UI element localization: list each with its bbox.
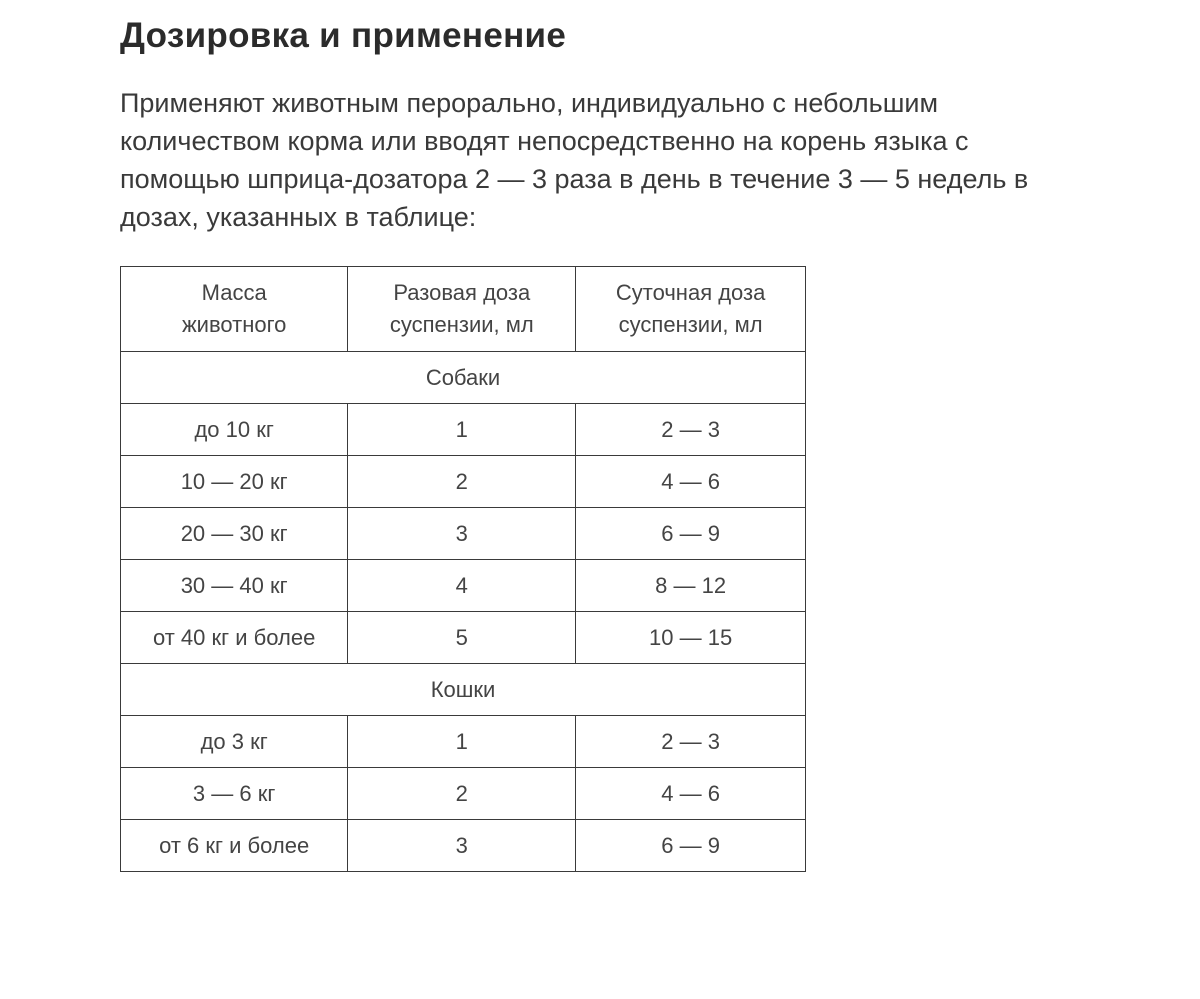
cell-single-dose: 3 <box>348 508 576 560</box>
cell-mass: 20 — 30 кг <box>121 508 348 560</box>
group-label-cats: Кошки <box>121 664 806 716</box>
header-mass-line2: животного <box>181 312 287 337</box>
cell-mass: 10 — 20 кг <box>121 456 348 508</box>
section-title: Дозировка и применение <box>120 16 567 55</box>
header-daily-dose <box>576 267 806 352</box>
cell-daily-dose: 2 — 3 <box>576 404 806 456</box>
cell-single-dose: 2 <box>348 768 576 820</box>
cell-daily-dose: 6 — 9 <box>576 820 806 872</box>
table-row <box>121 820 806 872</box>
table-row <box>121 560 806 612</box>
header-single-line1: Разовая доза <box>393 280 531 305</box>
cell-mass: 3 — 6 кг <box>121 768 348 820</box>
dosage-table <box>120 266 806 872</box>
group-label-dogs: Собаки <box>121 352 806 404</box>
table-row <box>121 404 806 456</box>
group-row-cats <box>121 664 806 716</box>
group-row-dogs <box>121 352 806 404</box>
table-row <box>121 716 806 768</box>
table-row <box>121 508 806 560</box>
cell-daily-dose: 8 — 12 <box>576 560 806 612</box>
cell-daily-dose: 2 — 3 <box>576 716 806 768</box>
cell-mass: 30 — 40 кг <box>121 560 348 612</box>
cell-daily-dose: 6 — 9 <box>576 508 806 560</box>
header-mass <box>121 267 348 352</box>
header-daily-line1: Суточная доза <box>615 280 766 305</box>
cell-single-dose: 5 <box>348 612 576 664</box>
cell-single-dose: 4 <box>348 560 576 612</box>
header-mass-line1: Масса <box>201 280 267 305</box>
table-header-row <box>121 267 806 352</box>
article <box>120 0 1120 858</box>
cell-daily-dose: 4 — 6 <box>576 768 806 820</box>
cell-single-dose: 1 <box>348 716 576 768</box>
cell-mass: до 3 кг <box>121 716 348 768</box>
cell-daily-dose: 10 — 15 <box>576 612 806 664</box>
header-single-line2: суспензии, мл <box>389 312 534 337</box>
header-single-dose <box>348 267 576 352</box>
cell-single-dose: 2 <box>348 456 576 508</box>
table-row <box>121 456 806 508</box>
intro-paragraph: Применяют животным перорально, индивидуально с небольшим количеством корма или вводят непосредственно на корень языка с помощью шприца-дозатора 2 — 3 раза в день в течение 3 — 5 недель в дозах, указанных в таблице: <box>120 88 1029 232</box>
cell-mass: от 40 кг и более <box>121 612 348 664</box>
cell-mass: до 10 кг <box>121 404 348 456</box>
table-row <box>121 768 806 820</box>
header-daily-line2: суспензии, мл <box>618 312 763 337</box>
cell-daily-dose: 4 — 6 <box>576 456 806 508</box>
cell-single-dose: 3 <box>348 820 576 872</box>
cell-single-dose: 1 <box>348 404 576 456</box>
cell-mass: от 6 кг и более <box>121 820 348 872</box>
table-row <box>121 612 806 664</box>
